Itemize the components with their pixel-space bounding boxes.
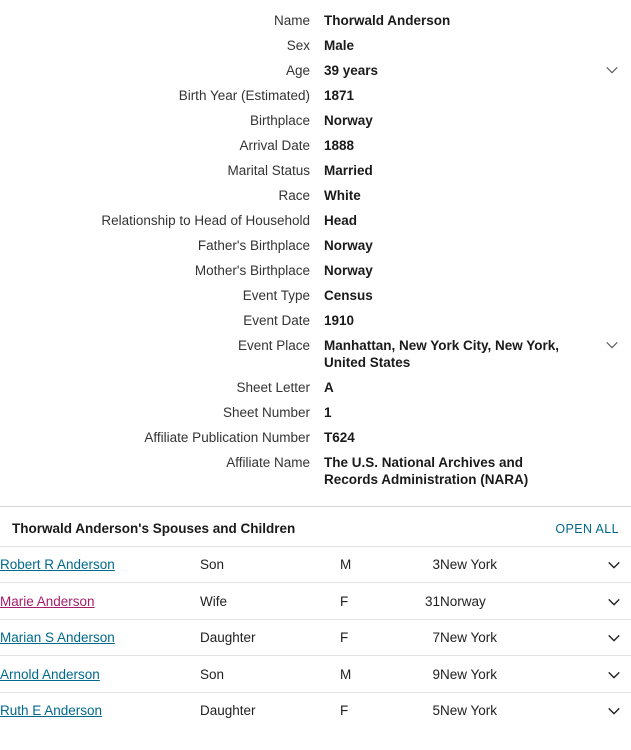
detail-row bbox=[0, 287, 631, 304]
detail-label: Sheet Number bbox=[222, 405, 310, 420]
detail-value: Norway bbox=[324, 113, 373, 128]
age-cell: 31 bbox=[424, 593, 440, 609]
chevron-down-icon[interactable] bbox=[597, 656, 631, 692]
detail-label: Sheet Letter bbox=[236, 380, 310, 395]
sex-cell: F bbox=[340, 630, 349, 646]
detail-row bbox=[0, 454, 631, 488]
detail-label: Name bbox=[273, 13, 310, 28]
family-member-name-cell bbox=[0, 619, 200, 655]
detail-row bbox=[0, 429, 631, 446]
family-member-name-cell bbox=[0, 692, 200, 728]
detail-label: Birth Year (Estimated) bbox=[178, 88, 310, 103]
detail-value: 1910 bbox=[324, 313, 355, 328]
detail-value: 1888 bbox=[324, 138, 355, 153]
detail-label: Affiliate Publication Number bbox=[144, 430, 310, 445]
detail-label: Sex bbox=[286, 38, 310, 53]
detail-value: Married bbox=[324, 163, 373, 178]
place-cell: Norway bbox=[440, 593, 486, 609]
family-member-link[interactable]: Arnold Anderson bbox=[0, 666, 100, 682]
relationship-cell: Daughter bbox=[200, 630, 256, 646]
detail-row bbox=[0, 337, 631, 371]
family-table bbox=[0, 546, 631, 728]
table-row bbox=[0, 547, 631, 583]
chevron-down-icon[interactable] bbox=[605, 63, 619, 77]
detail-label: Event Place bbox=[237, 338, 310, 353]
place-cell: New York bbox=[440, 557, 498, 573]
detail-label: Affiliate Name bbox=[226, 455, 310, 470]
family-member-link[interactable]: Marie Anderson bbox=[0, 593, 95, 609]
family-member-name-cell bbox=[0, 656, 200, 692]
detail-label: Relationship to Head of Household bbox=[101, 213, 310, 228]
detail-label: Mother's Birthplace bbox=[194, 263, 310, 278]
age-cell: 5 bbox=[432, 702, 440, 718]
detail-value: A bbox=[324, 380, 334, 395]
relationship-cell: Son bbox=[200, 666, 225, 682]
chevron-down-icon[interactable] bbox=[597, 547, 631, 583]
detail-row bbox=[0, 137, 631, 154]
detail-value: 39 years bbox=[324, 63, 379, 78]
detail-row bbox=[0, 404, 631, 421]
detail-label: Marital Status bbox=[227, 163, 310, 178]
detail-value: Norway bbox=[324, 238, 373, 253]
age-cell: 3 bbox=[432, 557, 440, 573]
detail-value: Census bbox=[324, 288, 373, 303]
family-member-name-cell bbox=[0, 583, 200, 619]
age-cell: 9 bbox=[432, 666, 440, 682]
family-member-link[interactable]: Robert R Anderson bbox=[0, 557, 115, 573]
detail-label: Race bbox=[278, 188, 310, 203]
open-all-button[interactable]: OPEN ALL bbox=[555, 522, 619, 536]
detail-row bbox=[0, 312, 631, 329]
detail-row bbox=[0, 187, 631, 204]
sex-cell: F bbox=[340, 593, 349, 609]
detail-value: Male bbox=[324, 38, 355, 53]
detail-row bbox=[0, 212, 631, 229]
age-cell: 7 bbox=[432, 630, 440, 646]
sex-cell: M bbox=[340, 557, 352, 573]
detail-value: The U.S. National Archives and Records Administration (NARA) bbox=[324, 455, 529, 487]
detail-row bbox=[0, 87, 631, 104]
detail-value: White bbox=[324, 188, 361, 203]
table-row bbox=[0, 619, 631, 655]
detail-row bbox=[0, 112, 631, 129]
table-row bbox=[0, 692, 631, 728]
chevron-down-icon[interactable] bbox=[597, 692, 631, 728]
sex-cell: F bbox=[340, 702, 349, 718]
chevron-down-icon[interactable] bbox=[605, 338, 619, 352]
detail-label: Event Type bbox=[242, 288, 310, 303]
family-section-header bbox=[0, 507, 631, 546]
detail-label: Father's Birthplace bbox=[197, 238, 310, 253]
family-section-title: Thorwald Anderson's Spouses and Children bbox=[12, 521, 296, 536]
detail-row bbox=[0, 379, 631, 396]
place-cell: New York bbox=[440, 630, 498, 646]
detail-value: Manhattan, New York City, New York, United States bbox=[324, 338, 560, 370]
family-member-link[interactable]: Ruth E Anderson bbox=[0, 702, 103, 718]
detail-row bbox=[0, 162, 631, 179]
detail-label: Event Date bbox=[243, 313, 310, 328]
detail-value: Thorwald Anderson bbox=[324, 13, 451, 28]
detail-row bbox=[0, 12, 631, 29]
detail-value: 1871 bbox=[324, 88, 355, 103]
detail-label: Arrival Date bbox=[239, 138, 310, 153]
table-row bbox=[0, 656, 631, 692]
relationship-cell: Son bbox=[200, 557, 225, 573]
detail-label: Age bbox=[285, 63, 310, 78]
family-member-link[interactable]: Marian S Anderson bbox=[0, 630, 115, 646]
place-cell: New York bbox=[440, 702, 498, 718]
detail-row bbox=[0, 62, 631, 79]
chevron-down-icon[interactable] bbox=[597, 619, 631, 655]
chevron-down-icon[interactable] bbox=[597, 583, 631, 619]
detail-value: Norway bbox=[324, 263, 373, 278]
detail-value: T624 bbox=[324, 430, 355, 445]
table-row bbox=[0, 583, 631, 619]
detail-value: Head bbox=[324, 213, 358, 228]
relationship-cell: Wife bbox=[200, 593, 227, 609]
family-member-name-cell bbox=[0, 547, 200, 583]
detail-row bbox=[0, 37, 631, 54]
relationship-cell: Daughter bbox=[200, 702, 256, 718]
sex-cell: M bbox=[340, 666, 352, 682]
place-cell: New York bbox=[440, 666, 498, 682]
detail-label: Birthplace bbox=[249, 113, 310, 128]
detail-value: 1 bbox=[324, 405, 332, 420]
detail-row bbox=[0, 262, 631, 279]
detail-row bbox=[0, 237, 631, 254]
